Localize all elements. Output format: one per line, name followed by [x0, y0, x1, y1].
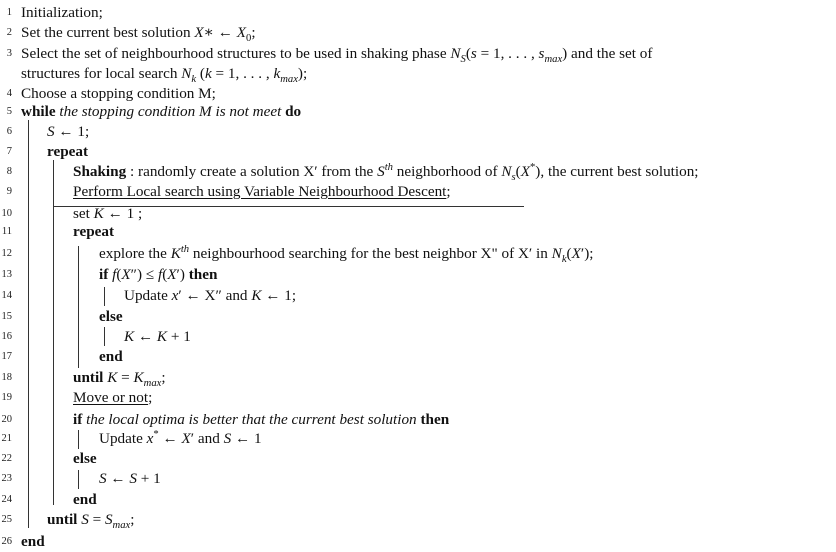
code-text: x [146, 430, 154, 447]
keyword: else [73, 450, 97, 467]
code-text: x [171, 287, 179, 304]
line-number: 4 [6, 88, 12, 99]
code-text: X∗ ← X [194, 24, 247, 41]
line-number: 8 [6, 166, 12, 177]
code-text: X [520, 163, 530, 180]
code-text: S [81, 511, 89, 528]
code-text: ( [196, 65, 205, 82]
subscript: S [460, 54, 466, 66]
code-text: Update [124, 287, 172, 304]
line-code [99, 264, 217, 285]
code-text: ← 1 [231, 430, 262, 447]
line-number: 7 [6, 146, 12, 157]
line-number: 24 [1, 494, 12, 505]
line-number: 21 [1, 433, 12, 444]
keyword: until [73, 369, 104, 386]
line-code [21, 2, 103, 23]
code-text: ← [158, 430, 182, 447]
if-else-block-bar [104, 327, 105, 346]
keyword: do [285, 103, 302, 120]
line-number: 26 [1, 536, 12, 547]
line-number: 5 [6, 106, 12, 117]
code-text: S [129, 470, 137, 487]
line-number: 22 [1, 453, 12, 464]
superscript: th [384, 161, 393, 173]
superscript: * [529, 161, 536, 173]
code-text: ; [446, 183, 451, 200]
line-number: 9 [6, 186, 12, 197]
code-text: S [104, 511, 113, 528]
code-text: ″) ≤ [130, 266, 158, 283]
code-text: ) and the set of [562, 45, 653, 62]
code-text: X [181, 430, 191, 447]
code-text: ; [148, 389, 153, 406]
line-code [21, 22, 256, 43]
code-text: ( [162, 266, 168, 283]
keyword: while [21, 103, 56, 120]
code-text: S [47, 123, 55, 140]
outer-repeat-block-bar [53, 160, 54, 505]
code-text: K [124, 328, 135, 345]
code-text: = 1, . . . , [211, 65, 274, 82]
code-text: = [117, 369, 134, 386]
code-text: K [107, 369, 118, 386]
code-text: ′); [580, 245, 594, 262]
code-text: X [167, 266, 177, 283]
code-text: N [181, 65, 192, 82]
keyword: end [21, 533, 45, 550]
code-text: neighbourhood searching for the best neighbor X" of X′ in [189, 245, 552, 262]
line-number: 10 [1, 208, 12, 219]
line-number: 18 [1, 372, 12, 383]
code-text: X [571, 245, 581, 262]
line-code [99, 243, 593, 264]
keyword: repeat [47, 143, 89, 160]
keyword: repeat [73, 223, 115, 240]
code-text: ; [161, 369, 166, 386]
subscript: k [561, 254, 567, 266]
line-code [47, 121, 89, 142]
line-code [73, 367, 166, 388]
line-code [73, 181, 451, 202]
code-text: X [121, 266, 131, 283]
keyword: then [188, 266, 218, 283]
line-number: 14 [1, 290, 12, 301]
code-text: set [73, 205, 94, 222]
code-text: ), the current best solution; [535, 163, 699, 180]
code-text: ; [251, 24, 256, 41]
code-text: Select the set of neighbourhood structures to be used in shaking phase [21, 45, 451, 62]
code-text: ); [297, 65, 308, 82]
outer-if-then-block-bar [78, 430, 79, 449]
subscript: max [544, 54, 563, 66]
code-text: + 1 [136, 470, 161, 487]
line-code [47, 141, 88, 162]
keyword: else [99, 308, 123, 325]
code-text: K [251, 287, 262, 304]
code-text: ← [134, 328, 157, 345]
code-text: s [470, 45, 477, 62]
line-number: 1 [6, 7, 12, 18]
code-text: ( [465, 45, 471, 62]
outer-if-else-block-bar [78, 470, 79, 489]
code-text: ← 1 ; [103, 205, 143, 222]
line-number: 12 [1, 248, 12, 259]
keyword: end [99, 348, 123, 365]
code-text: structures for local search [21, 65, 182, 82]
line-code [21, 43, 652, 64]
line-code [99, 306, 123, 327]
keyword: Shaking [73, 163, 127, 180]
local-search-rule [53, 206, 524, 207]
line-code [73, 409, 449, 430]
subscript: max [280, 74, 298, 86]
code-text: N [551, 245, 562, 262]
inner-repeat-block-bar [78, 246, 79, 368]
keyword: until [47, 511, 78, 528]
line-number: 20 [1, 414, 12, 425]
keyword: then [420, 411, 450, 428]
line-number: 19 [1, 392, 12, 403]
code-text: s [538, 45, 545, 62]
line-code [73, 221, 114, 242]
line-code [124, 285, 296, 306]
line-code [73, 448, 97, 469]
code-text: + 1 [167, 328, 191, 345]
code-text: K [133, 369, 144, 386]
code-text: ( [116, 266, 122, 283]
code-text: k [204, 65, 212, 82]
subscript: s [511, 172, 516, 184]
code-text: Move or not [73, 389, 149, 406]
code-text: = 1, . . . , [476, 45, 539, 62]
code-text: ← [106, 470, 130, 487]
code-text: S [223, 430, 232, 447]
subscript: 0 [246, 33, 252, 45]
code-text: Choose a stopping condition M; [21, 85, 216, 102]
line-number: 2 [6, 27, 12, 38]
code-text: N [501, 163, 512, 180]
code-text: the local optima is better that the current best solution [86, 411, 417, 428]
keyword: if [99, 266, 109, 283]
keyword: if [73, 411, 83, 428]
if-then-block-bar [104, 287, 105, 306]
code-text: f [112, 266, 117, 283]
line-code [124, 326, 191, 347]
code-text: K [170, 245, 181, 262]
code-text: S [377, 163, 385, 180]
line-number: 3 [6, 48, 12, 59]
code-text: K [156, 328, 168, 345]
code-text: Update [99, 430, 147, 447]
line-number: 11 [1, 226, 12, 237]
code-text: Set the current best solution [21, 24, 195, 41]
code-text: explore the [99, 245, 171, 262]
code-text: = [88, 511, 105, 528]
line-code [99, 428, 262, 449]
code-text: the stopping condition M is not meet [59, 103, 282, 120]
code-text: k [273, 65, 281, 82]
code-text: ′ and [190, 430, 224, 447]
code-text: S [99, 470, 107, 487]
line-number: 6 [6, 126, 12, 137]
line-code [99, 468, 161, 489]
line-number: 23 [1, 473, 12, 484]
keyword: end [73, 491, 97, 508]
line-number: 16 [1, 331, 12, 342]
code-text: Initialization; [21, 4, 103, 21]
code-text: ( [515, 163, 521, 180]
line-code [47, 509, 134, 530]
code-text: Perform Local search using Variable Neighbourhood Descent [73, 183, 447, 200]
code-text: ← 1; [261, 287, 297, 304]
code-text: f [157, 266, 163, 283]
code-text: K [93, 205, 104, 222]
line-code [73, 161, 699, 182]
line-number: 15 [1, 311, 12, 322]
code-text: neighborhood of [392, 163, 502, 180]
line-number: 13 [1, 269, 12, 280]
subscript: k [191, 74, 197, 86]
line-code [73, 489, 97, 510]
line-number: 25 [1, 514, 12, 525]
superscript: th [180, 243, 190, 255]
line-code [21, 63, 307, 84]
while-block-bar [28, 120, 29, 528]
superscript: * [153, 428, 159, 440]
line-code [21, 101, 301, 122]
code-text: ′) [176, 266, 189, 283]
line-number: 17 [1, 351, 12, 362]
line-code [99, 346, 123, 367]
subscript: max [112, 520, 131, 532]
code-text: ← 1; [54, 123, 90, 140]
subscript: max [143, 378, 162, 390]
code-text: : randomly create a solution X′ from the [126, 163, 378, 180]
line-code [73, 387, 152, 408]
code-text: N [450, 45, 461, 62]
code-text: ′ ← X″ and [178, 287, 252, 304]
code-text: ( [566, 245, 572, 262]
code-text: ; [130, 511, 135, 528]
